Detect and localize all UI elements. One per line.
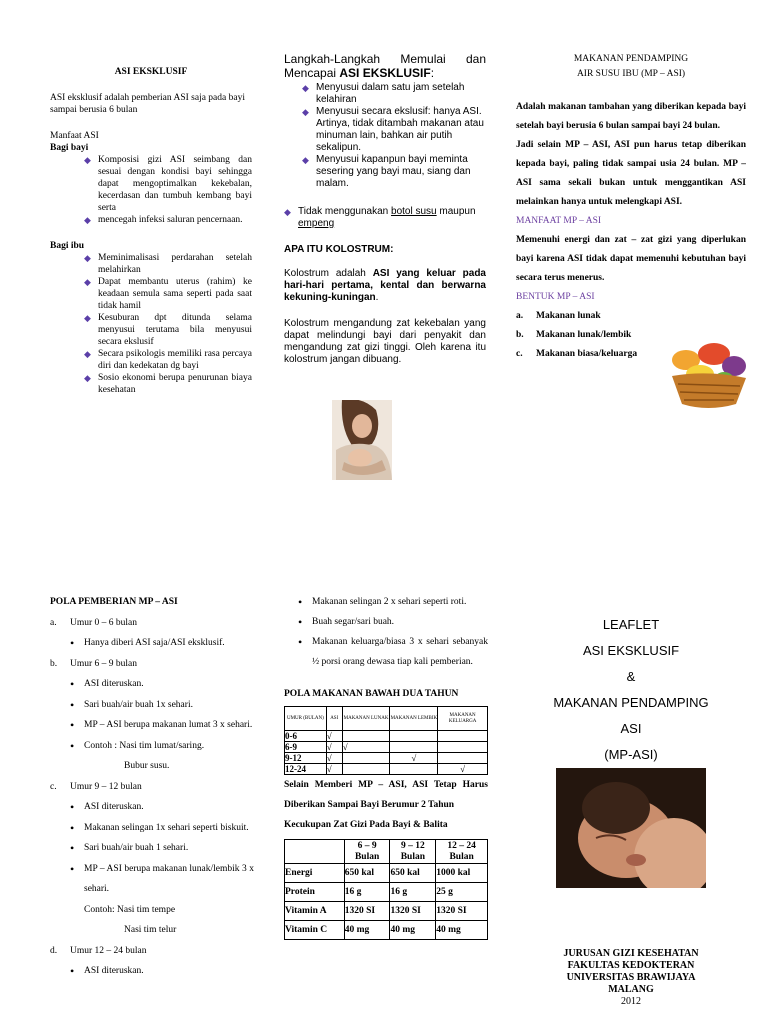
table-row: 6-9 √ √ bbox=[285, 742, 488, 753]
table-row: 12-24 √ √ bbox=[285, 764, 488, 775]
table-header: UMUR (BULAN) bbox=[285, 707, 327, 731]
contoh-tempe: Contoh: Nasi tim tempe bbox=[84, 904, 176, 915]
table-row: 0-6 √ bbox=[285, 731, 488, 742]
langkah-list-extra bbox=[284, 206, 486, 230]
institution-line: MALANG bbox=[608, 984, 654, 995]
bentuk-mp-asi-title: BENTUK MP – ASI bbox=[516, 292, 595, 302]
cover-line: ASI EKSKLUSIF bbox=[582, 643, 680, 658]
list-item: • Contoh : Nasi tim lumat/saring. bbox=[70, 736, 254, 757]
list-item: c. Makanan biasa/keluarga bbox=[516, 349, 638, 359]
list-item: • Sari buah/air buah 1 sehari. bbox=[70, 838, 254, 859]
list-item: b. Makanan lunak/lembik bbox=[516, 330, 632, 340]
list-item: ◆ Dapat membantu uterus (rahim) ke keadaan semula sama seperti pada saat tidak hamil bbox=[84, 276, 252, 312]
asi-eksklusif-title: ASI EKSKLUSIF bbox=[114, 67, 188, 77]
panel-pola-pemberian bbox=[50, 592, 254, 1012]
list-item: • Buah segar/sari buah. bbox=[298, 612, 488, 632]
mother-breastfeeding-photo bbox=[332, 400, 392, 480]
table-row: Vitamin A 1320 SI 1320 SI 1320 SI bbox=[285, 902, 488, 921]
list-item: ◆ Secara psikologis memiliki rasa percaya diri dan kedekatan dg bayi bbox=[84, 348, 252, 372]
kecukupan-title: Kecukupan Zat Gizi Pada Bayi & Balita bbox=[284, 820, 448, 830]
pola-makanan-title: POLA MAKANAN BAWAH DUA TAHUN bbox=[284, 689, 459, 699]
manfaat-mp-asi-text: Memenuhi energi dan zat – zat gizi yang diperlukan bayi karena ASI tidak dapat memenuhi kebutuhan bayi secara terus menerus. bbox=[516, 235, 746, 283]
list-item: ◆ Menyusui kapanpun bayi meminta sesering yang bayi mau, siang dan malam. bbox=[302, 154, 486, 190]
kolostrum-title: APA ITU KOLOSTRUM: bbox=[284, 244, 394, 255]
fruit-basket-icon bbox=[666, 340, 750, 412]
list-item: ◆ Sosio ekonomi berupa penurunan biaya kesehatan bbox=[84, 372, 252, 396]
asi-eksklusif-intro: ASI eksklusif adalah pemberian ASI saja pada bayi sampai berusia 6 bulan bbox=[50, 93, 245, 115]
langkah-list bbox=[302, 82, 486, 190]
list-item: • MP – ASI berupa makanan lumat 3 x sehari. bbox=[70, 715, 254, 736]
mp-asi-title-1: MAKANAN PENDAMPING bbox=[573, 54, 689, 64]
list-item: • Makanan selingan 1x sehari seperti biskuit. bbox=[70, 818, 254, 839]
list-item: • ASI diteruskan. bbox=[70, 961, 254, 982]
bubur-susu: Bubur susu. bbox=[124, 761, 170, 771]
list-item: ◆ mencegah infeksi saluran pencernaan. bbox=[84, 214, 252, 226]
list-item: • ASI diteruskan. bbox=[70, 797, 254, 818]
kecukupan-gizi-table bbox=[284, 839, 488, 940]
manfaat-mp-asi-title: MANFAAT MP – ASI bbox=[516, 216, 602, 226]
cover-line: LEAFLET bbox=[602, 617, 660, 632]
table-header: MAKANAN KELUARGA bbox=[438, 707, 488, 731]
list-item: • Hanya diberi ASI saja/ASI eksklusif. bbox=[70, 633, 254, 654]
langkah-title: Langkah-Langkah Memulai dan Mencapai ASI EKSKLUSIF: bbox=[284, 52, 486, 80]
kolostrum-desc: Kolostrum mengandung zat kekebalan yang dapat melindungi bayi dari penyakit dan mengandung zat gizi tinggi. Oleh karena itu kolostrum jangan dibuang. bbox=[284, 318, 486, 365]
bagi-bayi-label: Bagi bayi bbox=[50, 143, 89, 153]
selingan-list bbox=[298, 592, 488, 672]
umur-9-12: c. Umur 9 – 12 bulan bbox=[50, 781, 142, 792]
list-item: ◆ Menyusui secara ekslusif: hanya ASI. Artinya, tidak ditambah makanan atau minuman lain, bahkan air putih sekalipun. bbox=[302, 106, 486, 154]
list-item: ◆ Tidak menggunakan botol susu maupun empeng bbox=[284, 206, 486, 230]
institution-line: JURUSAN GIZI KESEHATAN bbox=[563, 948, 699, 959]
year: 2012 bbox=[621, 996, 641, 1007]
list-item: ◆ Menyusui dalam satu jam setelah kelahiran bbox=[302, 82, 486, 106]
bagi-ibu-label: Bagi ibu bbox=[50, 241, 85, 251]
pola-pemberian-title: POLA PEMBERIAN MP – ASI bbox=[50, 597, 178, 607]
list-item: ◆ Meminimalisasi perdarahan setelah melahirkan bbox=[84, 252, 252, 276]
manfaat-asi-label: Manfaat ASI bbox=[50, 131, 99, 141]
institution-block bbox=[516, 948, 746, 1012]
panel-pola-makanan bbox=[284, 592, 488, 1022]
cover-line: & bbox=[626, 669, 636, 684]
list-item: • ASI diteruskan. bbox=[70, 674, 254, 695]
table-row: Protein 16 g 16 g 25 g bbox=[285, 883, 488, 902]
table-row: Vitamin C 40 mg 40 mg 40 mg bbox=[285, 921, 488, 940]
list-item: ◆ Komposisi gizi ASI seimbang dan sesuai dengan kondisi bayi sehingga dapat mengoptimalkan kekebalan, kecerdasan dan tumbuh kembang bayi serta bbox=[84, 154, 252, 214]
institution-line: FAKULTAS KEDOKTERAN bbox=[567, 960, 695, 971]
table-header: MAKANAN LUNAK bbox=[342, 707, 390, 731]
mp-asi-def: Adalah makanan tambahan yang diberikan kepada bayi setelah bayi berusia 6 bulan sampai bayi 24 bulan. bbox=[516, 102, 746, 131]
umur-0-6: a. Umur 0 – 6 bulan bbox=[50, 617, 138, 628]
list-item: a. Makanan lunak bbox=[516, 311, 601, 321]
asi-tetap-note: Selain Memberi MP – ASI, ASI Tetap Harus Diberikan Sampai Bayi Berumur 2 Tahun bbox=[284, 780, 488, 810]
panel-cover bbox=[516, 612, 746, 772]
table-header: ASI bbox=[326, 707, 342, 731]
list-item: • MP – ASI berupa makanan lunak/lembik 3 x sehari. bbox=[70, 859, 254, 900]
umur-6-9: b. Umur 6 – 9 bulan bbox=[50, 658, 138, 669]
list-item: • Makanan keluarga/biasa 3 x sehari sebanyak ½ porsi orang dewasa tiap kali pemberian. bbox=[298, 632, 488, 672]
list-item: ◆ Kesuburan dpt ditunda selama menyusui terutama bila menyusui secara ekslusif bbox=[84, 312, 252, 348]
contoh-telur: Nasi tim telur bbox=[124, 925, 177, 935]
mp-asi-para2: Jadi selain MP – ASI, ASI pun harus tetap diberikan kepada bayi, paling tidak sampai usia 24 bulan. MP – ASI sama sekali bukan untuk menggantikan ASI melainkan hanya untuk melengkapi ASI. bbox=[516, 140, 746, 207]
table-header: 6 – 9 Bulan bbox=[344, 840, 390, 864]
table-row: Energi 650 kal 650 kal 1000 kal bbox=[285, 864, 488, 883]
list-item: • Sari buah/air buah 1x sehari. bbox=[70, 695, 254, 716]
table-header bbox=[285, 840, 345, 864]
panel-asi-eksklusif bbox=[50, 62, 252, 482]
cover-line: ASI bbox=[620, 721, 642, 736]
baby-photo bbox=[556, 768, 706, 888]
table-row: 9-12 √ √ bbox=[285, 753, 488, 764]
cover-line: MAKANAN PENDAMPING bbox=[553, 695, 709, 710]
list-item: • Makanan selingan 2 x sehari seperti roti. bbox=[298, 592, 488, 612]
umur-12-24: d. Umur 12 – 24 bulan bbox=[50, 945, 147, 956]
table-header: 9 – 12 Bulan bbox=[390, 840, 436, 864]
table-header: MAKANAN LEMBIK bbox=[390, 707, 438, 731]
mp-asi-title-2: AIR SUSU IBU (MP – ASI) bbox=[576, 69, 686, 79]
table-header: 12 – 24 Bulan bbox=[436, 840, 488, 864]
pola-makanan-table bbox=[284, 706, 488, 775]
bagi-ibu-list bbox=[84, 252, 252, 396]
institution-line: UNIVERSITAS BRAWIJAYA bbox=[566, 972, 696, 983]
cover-line: (MP-ASI) bbox=[604, 747, 658, 762]
kolostrum-def: Kolostrum adalah ASI yang keluar pada hari-hari pertama, kental dan berwarna kekuning-kuningan. bbox=[284, 268, 486, 303]
bagi-bayi-list bbox=[84, 154, 252, 226]
